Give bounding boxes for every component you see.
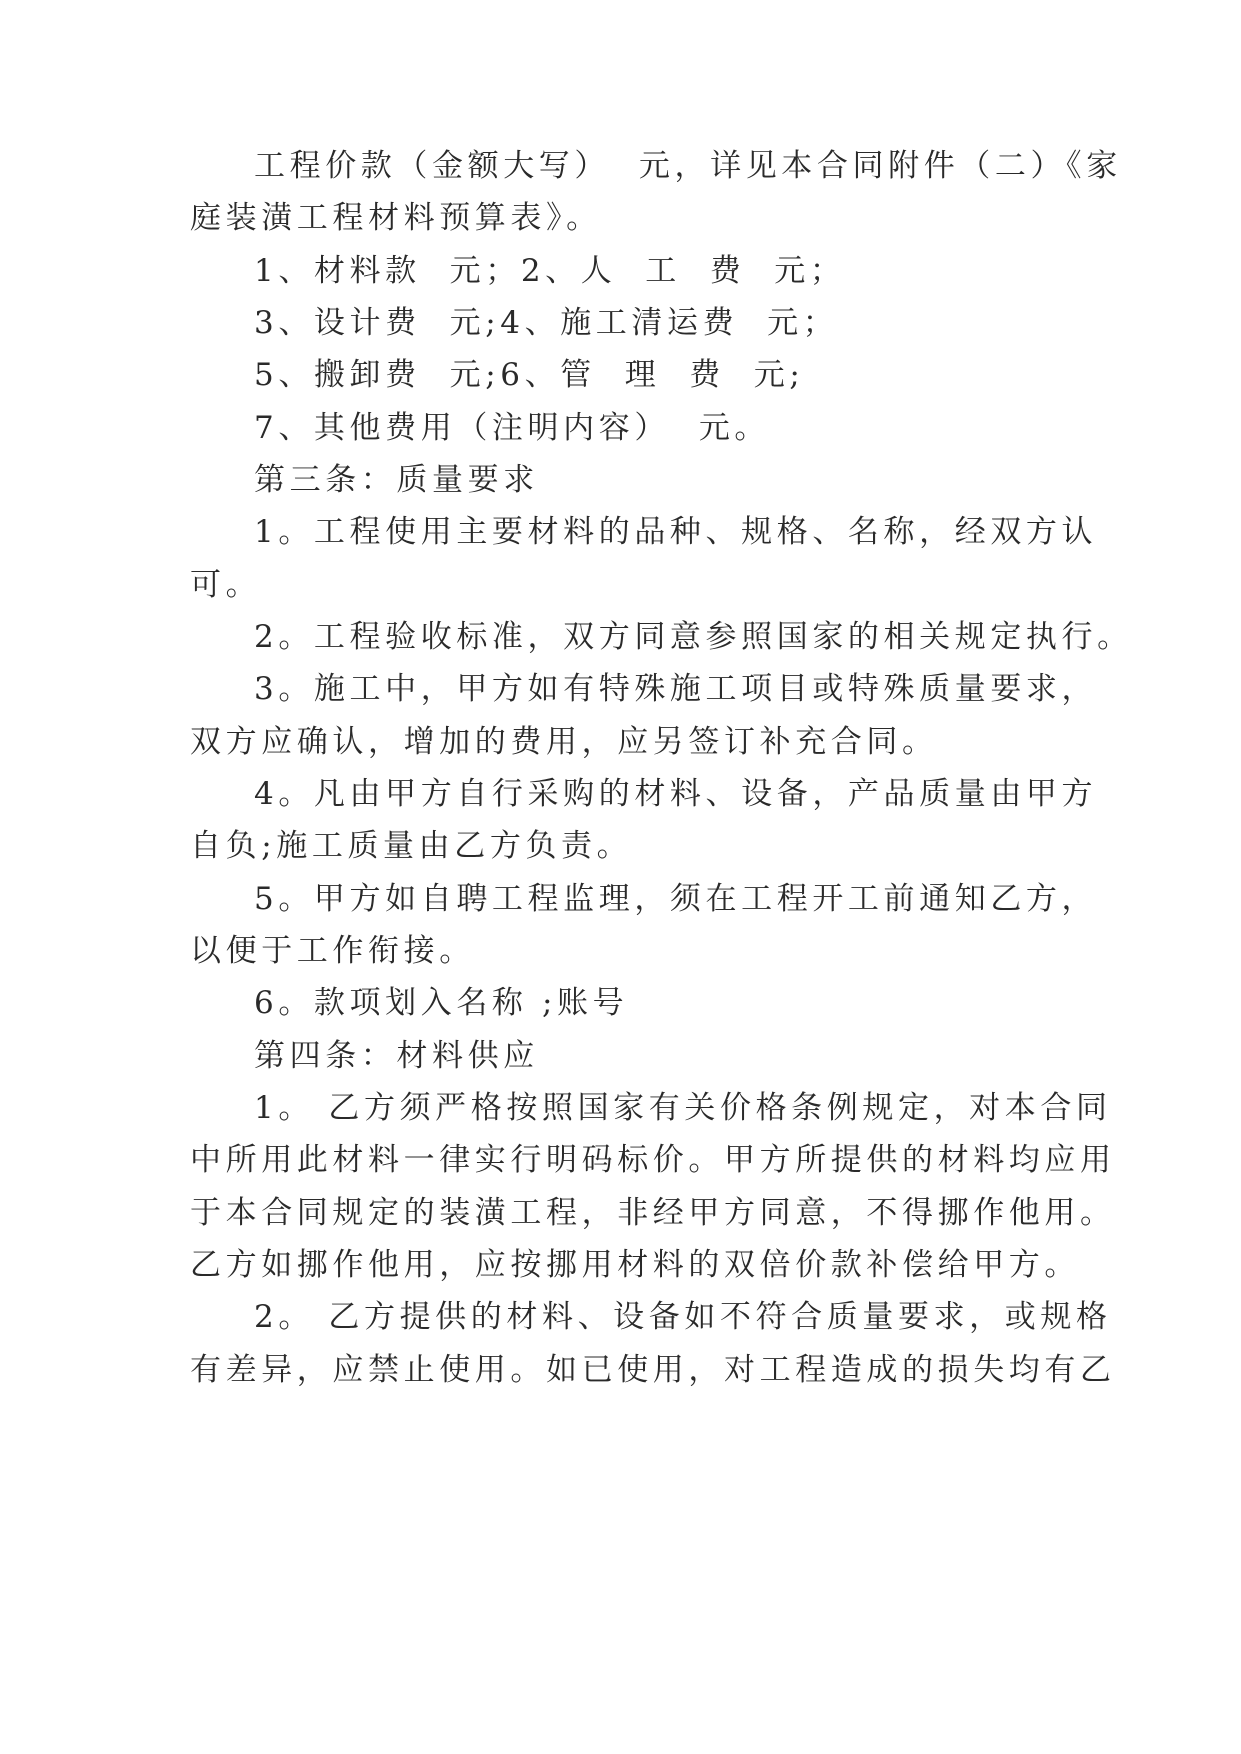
text-line: 工程价款（金额大写） 元，详见本合同附件（二）《家 [254,148,1122,184]
text-line: 3、设计费 元;4、施工清运费 元； [254,305,839,341]
text-line: 2。工程验收标准，双方同意参照国家的相关规定执行。 [254,619,1133,655]
text-line: 可。 [190,567,262,603]
section-heading: 第三条：质量要求 [254,462,539,498]
text-line: 3。施工中，甲方如有特殊施工项目或特殊质量要求， [254,671,1098,707]
text-line: 5、搬卸费 元;6、管 理 费 元; [254,357,805,393]
text-line: 自负;施工质量由乙方负责。 [190,828,633,864]
text-line: 以便于工作衔接。 [190,933,475,969]
text-line: 2。 乙方提供的材料、设备如不符合质量要求，或规格 [254,1299,1112,1335]
text-line: 中所用此材料一律实行明码标价。甲方所提供的材料均应用 [190,1142,1116,1178]
text-line: 乙方如挪作他用，应按挪用材料的双倍价款补偿给甲方。 [190,1247,1080,1283]
text-line: 有差异，应禁止使用。如已使用，对工程造成的损失均有乙 [190,1352,1116,1388]
text-line: 6。款项划入名称 ;账号 [254,985,629,1021]
text-line: 1、材料款 元；2、人 工 费 元； [254,253,846,289]
text-line: 7、其他费用（注明内容） 元。 [254,410,771,446]
section-heading: 第四条：材料供应 [254,1038,539,1074]
text-line: 4。凡由甲方自行采购的材料、设备，产品质量由甲方 [254,776,1098,812]
text-line: 1。 乙方须严格按照国家有关价格条例规定，对本合同 [254,1090,1112,1126]
text-line: 5。甲方如自聘工程监理，须在工程开工前通知乙方， [254,881,1098,917]
text-line: 1。工程使用主要材料的品种、规格、名称，经双方认 [254,514,1098,550]
text-line: 庭装潢工程材料预算表》。 [190,200,602,236]
text-line: 于本合同规定的装潢工程，非经甲方同意，不得挪作他用。 [190,1195,1116,1231]
text-line: 双方应确认，增加的费用，应另签订补充合同。 [190,724,938,760]
